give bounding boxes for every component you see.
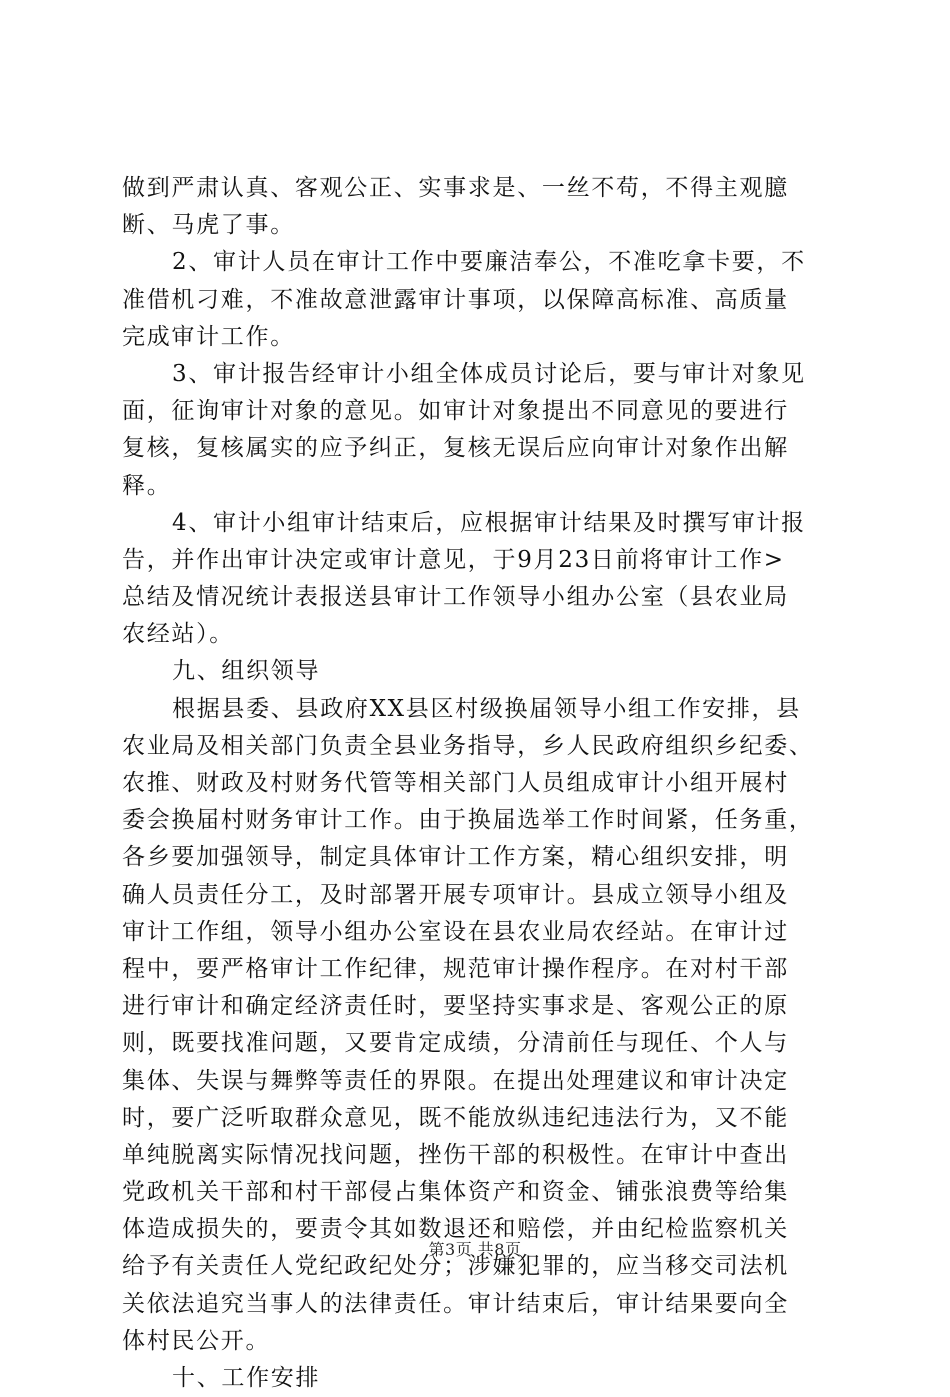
- page-number-footer: 第3页 共8页: [428, 1240, 522, 1259]
- text-line: 集体、失误与舞弊等责任的界限。在提出处理建议和审计决定: [122, 1067, 789, 1094]
- text-line: 则，既要找准问题，又要肯定成绩，分清前任与现任、个人与: [122, 1030, 789, 1057]
- section-heading: 十、工作安排: [172, 1365, 321, 1391]
- text-line: 农经站）。: [122, 621, 234, 648]
- text-line: 各乡要加强领导，制定具体审计工作方案，精心组织安排，明: [122, 844, 789, 871]
- paragraph-start-line: 4、审计小组审计结束后，应根据审计结果及时撰写审计报: [172, 509, 806, 536]
- text-line: 准借机刁难，不准故意泄露审计事项，以保障高标准、高质量: [122, 286, 789, 313]
- text-line: 关依法追究当事人的法律责任。审计结束后，审计结果要向全: [122, 1290, 789, 1317]
- text-line: 完成审计工作。: [122, 323, 295, 350]
- text-line: 审计工作组，领导小组办公室设在县农业局农经站。在审计过: [122, 918, 789, 945]
- text-line: 党政机关干部和村干部侵占集体资产和资金、铺张浪费等给集: [122, 1179, 789, 1206]
- paragraph-start-line: 2、审计人员在审计工作中要廉洁奉公，不准吃拿卡要，不: [172, 249, 806, 276]
- text-line: 农业局及相关部门负责全县业务指导，乡人民政府组织乡纪委、: [122, 732, 814, 759]
- text-line: 确人员责任分工，及时部署开展专项审计。县成立领导小组及: [122, 881, 789, 908]
- text-line: 程中，要严格审计工作纪律，规范审计操作程序。在对村干部: [122, 955, 789, 982]
- text-line: 告，并作出审计决定或审计意见，于9月23日前将审计工作>: [122, 546, 785, 573]
- text-line: 体造成损失的，要责令其如数退还和赔偿，并由纪检监察机关: [122, 1216, 789, 1243]
- text-line: 总结及情况统计表报送县审计工作领导小组办公室（县农业局: [122, 584, 789, 611]
- text-line: 时，要广泛听取群众意见，既不能放纵违纪违法行为，又不能: [122, 1104, 789, 1131]
- text-line: 进行审计和确定经济责任时，要坚持实事求是、客观公正的原: [122, 993, 789, 1020]
- text-line: 农推、财政及村财务代管等相关部门人员组成审计小组开展村: [122, 770, 789, 796]
- text-line: 断、马虎了事。: [122, 212, 295, 239]
- text-line: 单纯脱离实际情况找问题，挫伤干部的积极性。在审计中查出: [122, 1141, 789, 1168]
- document-body: [122, 170, 834, 1397]
- text-line: 做到严肃认真、客观公正、实事求是、一丝不苟，不得主观臆: [122, 175, 789, 201]
- text-line: 释。: [122, 472, 172, 499]
- section-heading: 九、组织领导: [172, 658, 321, 685]
- text-line: 面，征询审计对象的意见。如审计对象提出不同意见的要进行: [122, 398, 789, 425]
- text-line: 给予有关责任人党纪政纪处分；涉嫌犯罪的，应当移交司法机: [122, 1253, 789, 1280]
- text-line: 体村民公开。: [122, 1327, 271, 1354]
- paragraph-start-line: 3、审计报告经审计小组全体成员讨论后，要与审计对象见: [172, 360, 806, 387]
- text-line: 委会换届村财务审计工作。由于换届选举工作时间紧，任务重，: [122, 807, 814, 834]
- paragraph-start-line: 根据县委、县政府XX县区村级换届领导小组工作安排，县: [172, 695, 801, 722]
- text-line: 复核，复核属实的应予纠正，复核无误后应向审计对象作出解: [122, 435, 789, 462]
